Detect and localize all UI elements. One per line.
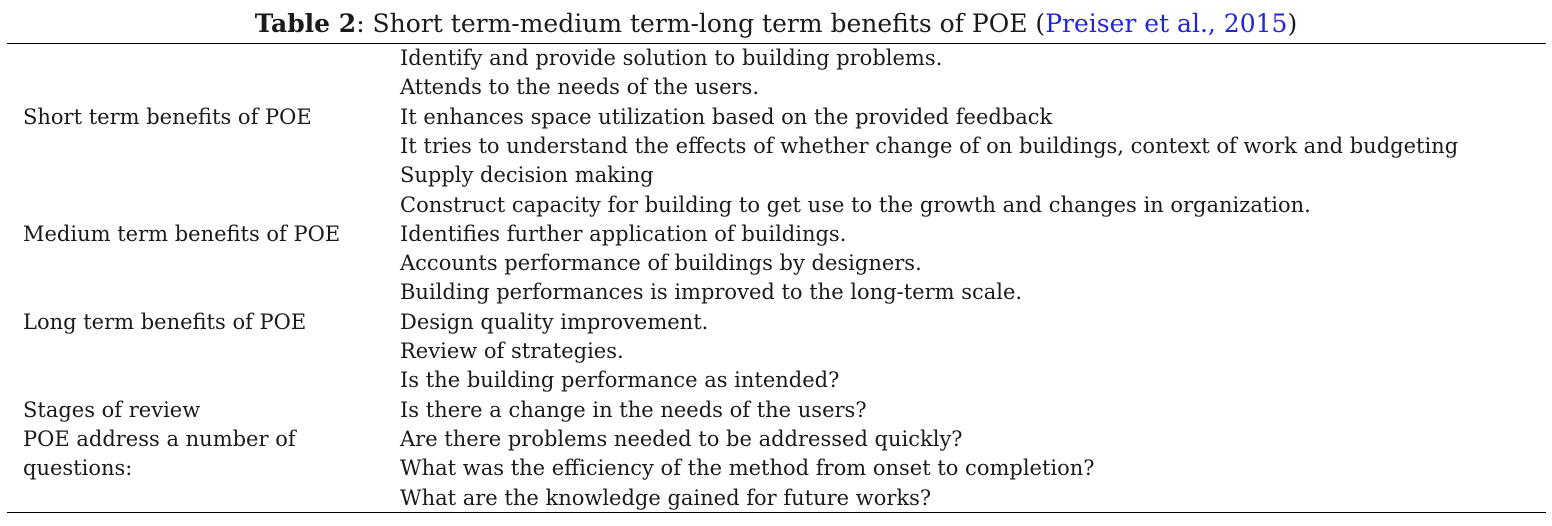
table-bottom-rule (7, 512, 1546, 513)
list-item: Construct capacity for building to get use to the growth and changes in organization. (400, 192, 1311, 217)
table-caption (0, 9, 1552, 39)
caption-close-paren: ) (1287, 9, 1298, 38)
row-label-medium-term: Medium term benefits of POE (23, 222, 341, 246)
list-item: Is the building performance as intended? (400, 368, 840, 393)
list-item: What are the knowledge gained for future works? (400, 485, 932, 510)
table-label: Table 2 (254, 9, 357, 38)
list-item: Attends to the needs of the users. (400, 75, 759, 100)
list-item: Are there problems needed to be addressed quickly? (400, 426, 963, 451)
list-item: Identifies further application of buildings. (400, 221, 847, 246)
list-item: Accounts performance of buildings by designers. (400, 251, 922, 276)
list-item: Review of strategies. (400, 339, 624, 363)
list-item: Design quality improvement. (400, 309, 709, 334)
row-label-long-term: Long term benefits of POE (23, 310, 307, 334)
row-label-short-term: Short term benefits of POE (23, 105, 312, 129)
list-item: Building performances is improved to the long-term scale. (400, 280, 1023, 305)
list-item: It tries to understand the effects of whether change of on buildings, context of work and budgeting Supply decision making (400, 133, 1459, 188)
row-label-stages-of-review: Stages of review (23, 398, 201, 422)
caption-text: : Short term-medium term-long term benefits of POE ( (356, 9, 1046, 38)
list-item: Identify and provide solution to building problems. (400, 46, 943, 70)
citation-link[interactable]: Preiser et al., 2015 (1045, 9, 1288, 38)
list-item: It enhances space utilization based on the provided feedback (400, 104, 1053, 129)
list-item: Is there a change in the needs of the users? (400, 397, 867, 422)
row-label-poe-questions: POE address a number of questions: (23, 427, 296, 481)
list-item: What was the efficiency of the method from onset to completion? (400, 456, 1095, 481)
